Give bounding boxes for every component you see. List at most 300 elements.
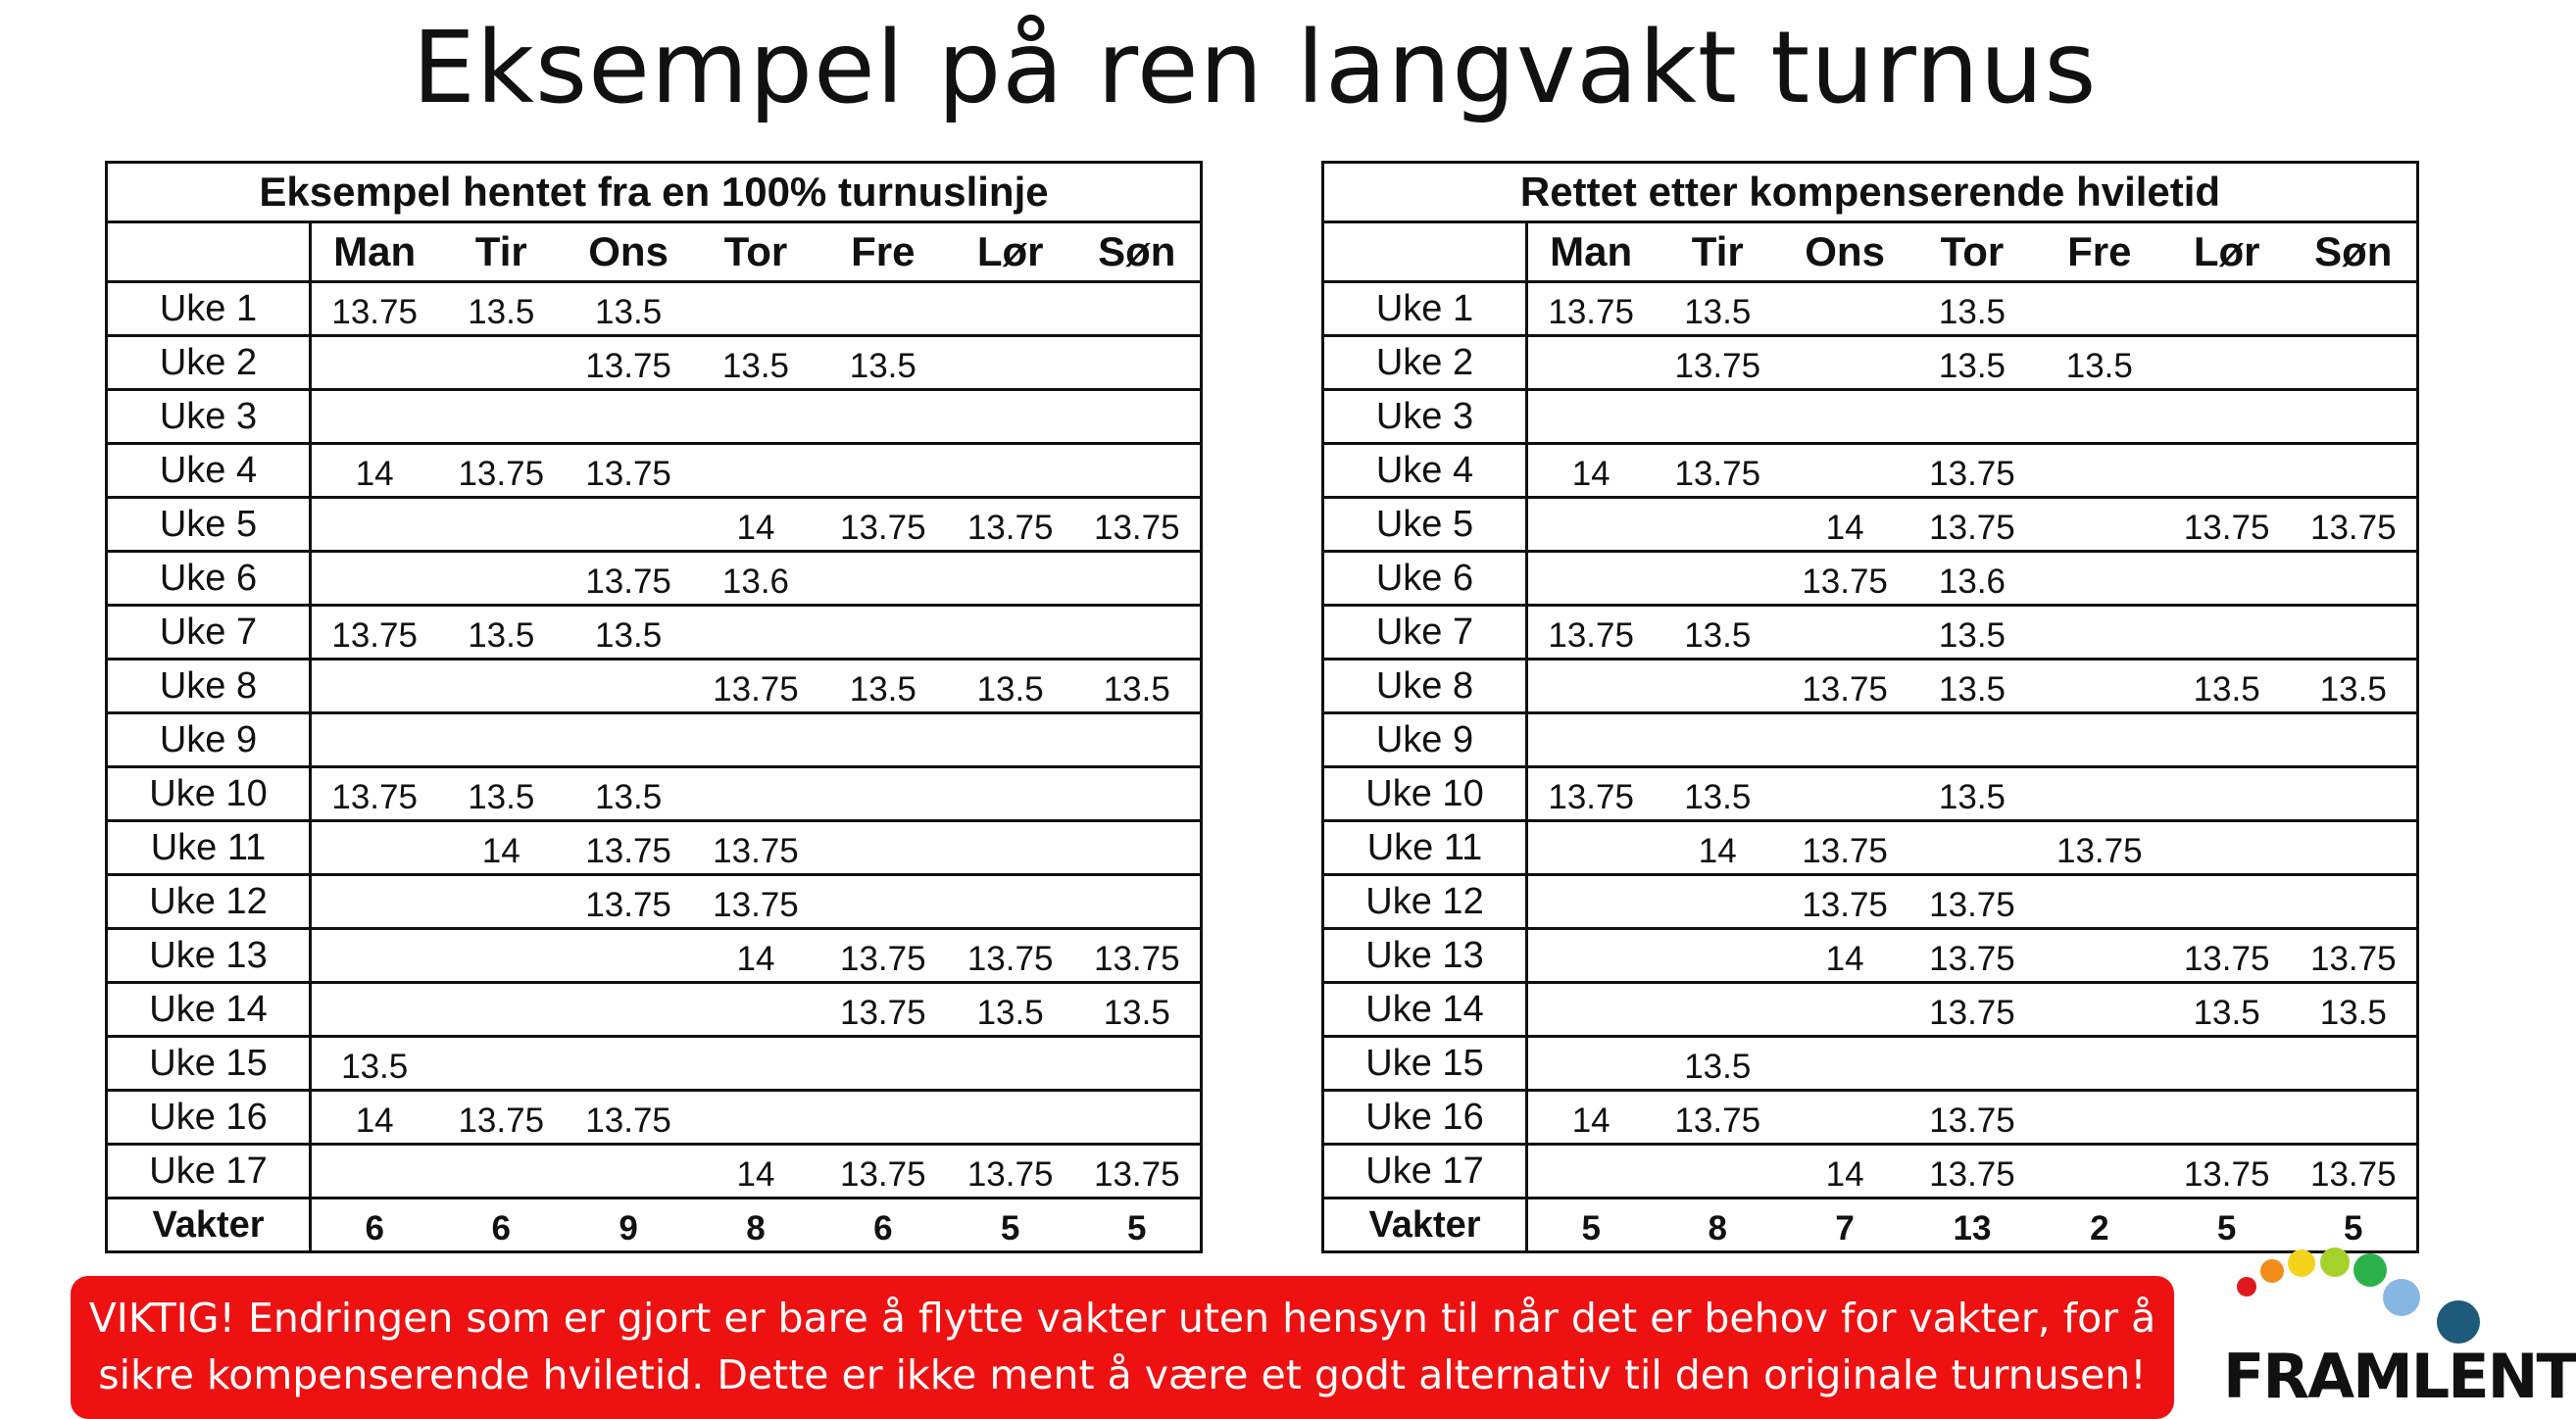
shift-hours-cell — [2291, 713, 2418, 767]
day-header: Tor — [1908, 222, 2036, 282]
day-header: Fre — [819, 222, 947, 282]
logo-dot — [2260, 1259, 2284, 1283]
shift-hours-cell — [2036, 282, 2163, 336]
week-label: Uke 6 — [1323, 552, 1527, 606]
shift-hours-cell — [1074, 767, 1202, 821]
week-label: Uke 16 — [107, 1091, 311, 1145]
shift-hours-cell — [565, 660, 692, 713]
day-header: Ons — [1781, 222, 1908, 282]
week-label: Uke 14 — [1323, 983, 1527, 1037]
totals-row — [107, 1199, 1202, 1252]
shift-hours-cell: 13.75 — [2163, 1145, 2291, 1199]
shift-hours-cell — [692, 606, 819, 660]
shift-hours-cell — [692, 767, 819, 821]
shift-hours-cell — [437, 336, 565, 390]
shift-hours-cell — [947, 552, 1074, 606]
shift-hours-cell — [1781, 767, 1908, 821]
shift-count-cell: 8 — [1654, 1199, 1781, 1252]
shift-hours-cell: 13.75 — [1527, 606, 1655, 660]
week-label: Uke 10 — [107, 767, 311, 821]
shift-hours-cell — [1781, 1091, 1908, 1145]
shift-hours-cell — [819, 390, 947, 444]
shift-hours-cell: 13.5 — [1654, 606, 1781, 660]
shift-hours-cell — [947, 767, 1074, 821]
warning-note-line-2: sikre kompenserende hviletid. Dette er ikke ment å være et godt alternativ til den originale turnusen! — [98, 1351, 2147, 1398]
shift-hours-cell — [437, 552, 565, 606]
shift-hours-cell — [1527, 390, 1655, 444]
shift-hours-cell: 13.75 — [437, 444, 565, 498]
shift-hours-cell: 13.75 — [1908, 929, 2036, 983]
week-label: Uke 4 — [107, 444, 311, 498]
shift-hours-cell — [1654, 390, 1781, 444]
shift-hours-cell — [1074, 1091, 1202, 1145]
shift-hours-cell — [2291, 875, 2418, 929]
shift-hours-cell: 13.75 — [1654, 1091, 1781, 1145]
totals-label: Vakter — [107, 1199, 311, 1252]
shift-hours-cell: 14 — [692, 498, 819, 552]
shift-hours-cell — [1527, 660, 1655, 713]
shift-hours-cell — [2291, 1037, 2418, 1091]
shift-hours-cell: 13.75 — [1781, 552, 1908, 606]
shift-hours-cell — [947, 713, 1074, 767]
shift-hours-cell — [1654, 1145, 1781, 1199]
shift-hours-cell — [311, 875, 438, 929]
shift-hours-cell — [2291, 552, 2418, 606]
shift-hours-cell — [692, 390, 819, 444]
week-label: Uke 14 — [107, 983, 311, 1037]
table-row — [107, 498, 1202, 552]
table-caption: Eksempel hentet fra en 100% turnuslinje — [107, 163, 1202, 222]
shift-hours-cell: 13.75 — [2163, 498, 2291, 552]
shift-hours-cell: 13.75 — [1654, 336, 1781, 390]
week-label: Uke 17 — [107, 1145, 311, 1199]
shift-hours-cell: 13.75 — [1527, 767, 1655, 821]
warning-note — [71, 1276, 2174, 1419]
shift-hours-cell: 13.5 — [1654, 282, 1781, 336]
shift-hours-cell — [692, 282, 819, 336]
table-row — [1323, 282, 2418, 336]
logo-dot — [2437, 1300, 2480, 1344]
shift-hours-cell: 13.75 — [1074, 1145, 1202, 1199]
shift-hours-cell: 13.75 — [1654, 444, 1781, 498]
week-label: Uke 16 — [1323, 1091, 1527, 1145]
shift-hours-cell — [1781, 444, 1908, 498]
week-label: Uke 15 — [107, 1037, 311, 1091]
table-row — [107, 713, 1202, 767]
shift-hours-cell — [1074, 444, 1202, 498]
shift-hours-cell — [2163, 1091, 2291, 1145]
shift-hours-cell: 13.75 — [2291, 498, 2418, 552]
shift-hours-cell: 13.75 — [1074, 929, 1202, 983]
day-header: Man — [1527, 222, 1655, 282]
shift-hours-cell: 13.5 — [947, 983, 1074, 1037]
shift-hours-cell — [1654, 875, 1781, 929]
day-header: Tir — [437, 222, 565, 282]
shift-count-cell: 5 — [1074, 1199, 1202, 1252]
shift-hours-cell — [311, 983, 438, 1037]
shift-count-cell: 2 — [2036, 1199, 2163, 1252]
table-row — [1323, 875, 2418, 929]
shift-hours-cell: 13.5 — [1908, 336, 2036, 390]
shift-hours-cell — [437, 713, 565, 767]
shift-hours-cell: 13.75 — [565, 336, 692, 390]
shift-hours-cell: 13.5 — [1908, 767, 2036, 821]
shift-hours-cell — [1654, 552, 1781, 606]
table-row — [107, 606, 1202, 660]
shift-hours-cell — [2163, 390, 2291, 444]
shift-hours-cell — [2036, 983, 2163, 1037]
week-label: Uke 9 — [107, 713, 311, 767]
shift-hours-cell — [2163, 336, 2291, 390]
shift-hours-cell — [311, 336, 438, 390]
shift-count-cell: 9 — [565, 1199, 692, 1252]
shift-hours-cell — [1527, 498, 1655, 552]
table-row — [1323, 713, 2418, 767]
shift-hours-cell — [565, 713, 692, 767]
shift-hours-cell — [2291, 606, 2418, 660]
shift-hours-cell: 13.5 — [2291, 660, 2418, 713]
shift-hours-cell: 14 — [311, 444, 438, 498]
shift-hours-cell — [2163, 767, 2291, 821]
shift-hours-cell — [2036, 552, 2163, 606]
table-caption: Rettet etter kompenserende hviletid — [1323, 163, 2418, 222]
shift-hours-cell: 13.5 — [565, 606, 692, 660]
shift-hours-cell: 13.75 — [565, 875, 692, 929]
week-label: Uke 13 — [1323, 929, 1527, 983]
shift-hours-cell: 13.75 — [565, 821, 692, 875]
shift-hours-cell — [311, 929, 438, 983]
shift-hours-cell — [565, 390, 692, 444]
logo-dot — [2383, 1279, 2420, 1316]
day-header: Lør — [2163, 222, 2291, 282]
shift-hours-cell — [2036, 606, 2163, 660]
corner-cell — [1323, 222, 1527, 282]
day-header: Søn — [1074, 222, 1202, 282]
shift-hours-cell — [1908, 713, 2036, 767]
week-label: Uke 17 — [1323, 1145, 1527, 1199]
table-row — [1323, 1037, 2418, 1091]
shift-hours-cell: 13.75 — [1781, 875, 1908, 929]
shift-hours-cell — [437, 983, 565, 1037]
shift-hours-cell: 13.75 — [1908, 444, 2036, 498]
shift-hours-cell — [947, 444, 1074, 498]
shift-hours-cell — [565, 1037, 692, 1091]
shift-hours-cell — [311, 390, 438, 444]
shift-hours-cell: 13.5 — [2163, 983, 2291, 1037]
shift-hours-cell: 13.75 — [2163, 929, 2291, 983]
week-label: Uke 9 — [1323, 713, 1527, 767]
shift-hours-cell — [1781, 336, 1908, 390]
shift-hours-cell — [1908, 821, 2036, 875]
shift-hours-cell — [2291, 282, 2418, 336]
shift-hours-cell — [819, 875, 947, 929]
day-header: Tor — [692, 222, 819, 282]
shift-hours-cell — [692, 1091, 819, 1145]
shift-hours-cell — [2036, 767, 2163, 821]
shift-hours-cell — [311, 713, 438, 767]
week-label: Uke 12 — [1323, 875, 1527, 929]
shift-hours-cell — [311, 1145, 438, 1199]
shift-hours-cell — [2036, 1037, 2163, 1091]
week-label: Uke 12 — [107, 875, 311, 929]
shift-hours-cell — [2163, 552, 2291, 606]
shift-hours-cell: 13.5 — [2163, 660, 2291, 713]
shift-hours-cell: 13.5 — [2291, 983, 2418, 1037]
day-header: Ons — [565, 222, 692, 282]
shift-hours-cell — [692, 1037, 819, 1091]
shift-hours-cell — [2291, 767, 2418, 821]
shift-hours-cell: 13.75 — [1908, 875, 2036, 929]
shift-hours-cell — [2291, 390, 2418, 444]
shift-hours-cell — [1074, 606, 1202, 660]
shift-hours-cell: 14 — [311, 1091, 438, 1145]
shift-hours-cell — [692, 444, 819, 498]
shift-hours-cell: 13.75 — [819, 983, 947, 1037]
shift-hours-cell: 13.5 — [437, 606, 565, 660]
day-header: Lør — [947, 222, 1074, 282]
week-label: Uke 2 — [107, 336, 311, 390]
shift-hours-cell — [565, 983, 692, 1037]
shift-hours-cell — [819, 713, 947, 767]
shift-hours-cell — [1654, 498, 1781, 552]
shift-hours-cell: 13.75 — [2036, 821, 2163, 875]
shift-hours-cell: 13.5 — [1654, 1037, 1781, 1091]
shift-hours-cell: 13.75 — [1908, 1145, 2036, 1199]
original-schedule-table — [105, 161, 1203, 1253]
logo-dot — [2288, 1249, 2315, 1277]
shift-hours-cell — [2036, 1145, 2163, 1199]
shift-hours-cell: 13.75 — [311, 282, 438, 336]
shift-hours-cell — [1074, 552, 1202, 606]
shift-hours-cell — [819, 552, 947, 606]
week-label: Uke 8 — [107, 660, 311, 713]
shift-hours-cell — [1527, 821, 1655, 875]
shift-hours-cell — [2291, 821, 2418, 875]
warning-note-line-1: VIKTIG! Endringen som er gjort er bare å flytte vakter uten hensyn til når det er behov for vakter, for å — [88, 1295, 2156, 1342]
week-label: Uke 7 — [1323, 606, 1527, 660]
shift-hours-cell — [2036, 444, 2163, 498]
week-label: Uke 4 — [1323, 444, 1527, 498]
table-row — [1323, 821, 2418, 875]
shift-hours-cell — [2163, 821, 2291, 875]
shift-hours-cell: 13.75 — [819, 498, 947, 552]
table-row — [1323, 336, 2418, 390]
shift-hours-cell — [2036, 660, 2163, 713]
shift-hours-cell: 13.5 — [1074, 660, 1202, 713]
shift-hours-cell — [947, 606, 1074, 660]
adjusted-schedule-table — [1321, 161, 2419, 1253]
shift-hours-cell — [947, 875, 1074, 929]
shift-hours-cell — [2291, 1091, 2418, 1145]
framlent-logo-text: FRAMLENT — [2223, 1341, 2576, 1412]
shift-hours-cell: 13.6 — [1908, 552, 2036, 606]
shift-hours-cell — [1074, 336, 1202, 390]
week-label: Uke 1 — [1323, 282, 1527, 336]
day-header: Man — [311, 222, 438, 282]
corner-cell — [107, 222, 311, 282]
shift-hours-cell — [819, 606, 947, 660]
table-row — [107, 336, 1202, 390]
shift-hours-cell: 14 — [437, 821, 565, 875]
shift-hours-cell — [692, 713, 819, 767]
shift-hours-cell: 13.5 — [819, 660, 947, 713]
week-label: Uke 3 — [1323, 390, 1527, 444]
shift-hours-cell — [1527, 983, 1655, 1037]
shift-hours-cell — [1908, 390, 2036, 444]
shift-hours-cell — [947, 1037, 1074, 1091]
shift-hours-cell — [2163, 875, 2291, 929]
shift-hours-cell — [1074, 1037, 1202, 1091]
table-row — [1323, 444, 2418, 498]
table-row — [107, 983, 1202, 1037]
shift-hours-cell — [437, 498, 565, 552]
week-label: Uke 10 — [1323, 767, 1527, 821]
shift-hours-cell: 13.75 — [1908, 983, 2036, 1037]
shift-hours-cell — [819, 767, 947, 821]
shift-hours-cell: 14 — [1527, 444, 1655, 498]
shift-count-cell: 6 — [311, 1199, 438, 1252]
shift-hours-cell: 13.75 — [819, 1145, 947, 1199]
shift-hours-cell — [1527, 713, 1655, 767]
shift-hours-cell — [2163, 1037, 2291, 1091]
shift-hours-cell — [437, 1037, 565, 1091]
shift-hours-cell: 13.75 — [565, 1091, 692, 1145]
totals-label: Vakter — [1323, 1199, 1527, 1252]
shift-hours-cell — [2036, 1091, 2163, 1145]
table-row — [107, 282, 1202, 336]
shift-hours-cell: 13.75 — [311, 767, 438, 821]
shift-hours-cell: 13.5 — [1908, 606, 2036, 660]
week-label: Uke 2 — [1323, 336, 1527, 390]
shift-hours-cell — [947, 336, 1074, 390]
shift-hours-cell: 13.5 — [437, 767, 565, 821]
shift-hours-cell: 13.75 — [947, 1145, 1074, 1199]
shift-hours-cell: 13.75 — [437, 1091, 565, 1145]
shift-hours-cell — [1527, 1145, 1655, 1199]
shift-hours-cell: 14 — [1654, 821, 1781, 875]
shift-count-cell: 13 — [1908, 1199, 2036, 1252]
table-row — [107, 929, 1202, 983]
table-row — [1323, 552, 2418, 606]
shift-count-cell: 5 — [2163, 1199, 2291, 1252]
table-row — [1323, 767, 2418, 821]
table-row — [107, 444, 1202, 498]
shift-hours-cell — [437, 1145, 565, 1199]
shift-hours-cell — [947, 821, 1074, 875]
shift-hours-cell — [1781, 606, 1908, 660]
shift-hours-cell — [1654, 660, 1781, 713]
week-label: Uke 13 — [107, 929, 311, 983]
shift-hours-cell — [437, 390, 565, 444]
shift-hours-cell: 13.75 — [2291, 929, 2418, 983]
shift-hours-cell — [2163, 444, 2291, 498]
shift-hours-cell — [565, 929, 692, 983]
shift-hours-cell: 13.5 — [1654, 767, 1781, 821]
shift-hours-cell: 13.75 — [692, 821, 819, 875]
shift-count-cell: 5 — [947, 1199, 1074, 1252]
shift-hours-cell — [1654, 983, 1781, 1037]
shift-hours-cell: 13.75 — [1781, 660, 1908, 713]
table-row — [1323, 390, 2418, 444]
shift-count-cell: 5 — [1527, 1199, 1655, 1252]
shift-hours-cell: 13.75 — [819, 929, 947, 983]
shift-hours-cell: 13.75 — [311, 606, 438, 660]
table-row — [1323, 660, 2418, 713]
shift-hours-cell — [1654, 713, 1781, 767]
table-row — [107, 552, 1202, 606]
shift-hours-cell: 14 — [692, 1145, 819, 1199]
shift-hours-cell: 13.5 — [437, 282, 565, 336]
shift-hours-cell: 13.5 — [2036, 336, 2163, 390]
shift-hours-cell — [311, 498, 438, 552]
shift-hours-cell: 13.75 — [2291, 1145, 2418, 1199]
shift-hours-cell — [2163, 606, 2291, 660]
table-row — [1323, 606, 2418, 660]
shift-hours-cell: 13.75 — [1527, 282, 1655, 336]
shift-hours-cell: 14 — [1781, 1145, 1908, 1199]
shift-hours-cell: 13.75 — [1781, 821, 1908, 875]
table-row — [107, 821, 1202, 875]
shift-hours-cell — [1074, 282, 1202, 336]
logo-dot — [2353, 1253, 2387, 1287]
shift-hours-cell — [1527, 929, 1655, 983]
shift-hours-cell — [947, 390, 1074, 444]
shift-hours-cell — [311, 821, 438, 875]
shift-hours-cell — [2036, 929, 2163, 983]
shift-hours-cell — [1781, 282, 1908, 336]
page-title: Eksempel på ren langvakt turnus — [412, 10, 2098, 126]
shift-hours-cell — [311, 552, 438, 606]
shift-hours-cell — [2036, 875, 2163, 929]
shift-hours-cell: 13.75 — [692, 875, 819, 929]
table-row — [1323, 929, 2418, 983]
shift-hours-cell — [819, 282, 947, 336]
shift-hours-cell: 13.75 — [1908, 1091, 2036, 1145]
shift-hours-cell: 13.5 — [819, 336, 947, 390]
logo-dot — [2320, 1248, 2350, 1277]
shift-hours-cell: 14 — [1781, 498, 1908, 552]
table-row — [1323, 983, 2418, 1037]
shift-hours-cell: 13.75 — [692, 660, 819, 713]
table-row — [107, 1145, 1202, 1199]
shift-count-cell: 5 — [2291, 1199, 2418, 1252]
table-row — [107, 390, 1202, 444]
week-label: Uke 8 — [1323, 660, 1527, 713]
shift-hours-cell — [2036, 498, 2163, 552]
logo-dot — [2237, 1277, 2256, 1297]
shift-hours-cell — [1074, 821, 1202, 875]
shift-hours-cell: 14 — [1781, 929, 1908, 983]
day-header: Søn — [2291, 222, 2418, 282]
week-label: Uke 5 — [107, 498, 311, 552]
shift-hours-cell — [1781, 713, 1908, 767]
shift-hours-cell: 13.75 — [565, 552, 692, 606]
shift-hours-cell — [437, 660, 565, 713]
table-row — [107, 767, 1202, 821]
shift-hours-cell — [2163, 282, 2291, 336]
shift-hours-cell — [2163, 713, 2291, 767]
week-label: Uke 11 — [107, 821, 311, 875]
shift-hours-cell — [692, 983, 819, 1037]
shift-count-cell: 6 — [819, 1199, 947, 1252]
shift-hours-cell: 13.75 — [565, 444, 692, 498]
shift-hours-cell: 13.5 — [947, 660, 1074, 713]
shift-hours-cell: 13.75 — [947, 498, 1074, 552]
week-label: Uke 15 — [1323, 1037, 1527, 1091]
table-row — [107, 1037, 1202, 1091]
shift-hours-cell — [947, 282, 1074, 336]
week-label: Uke 7 — [107, 606, 311, 660]
